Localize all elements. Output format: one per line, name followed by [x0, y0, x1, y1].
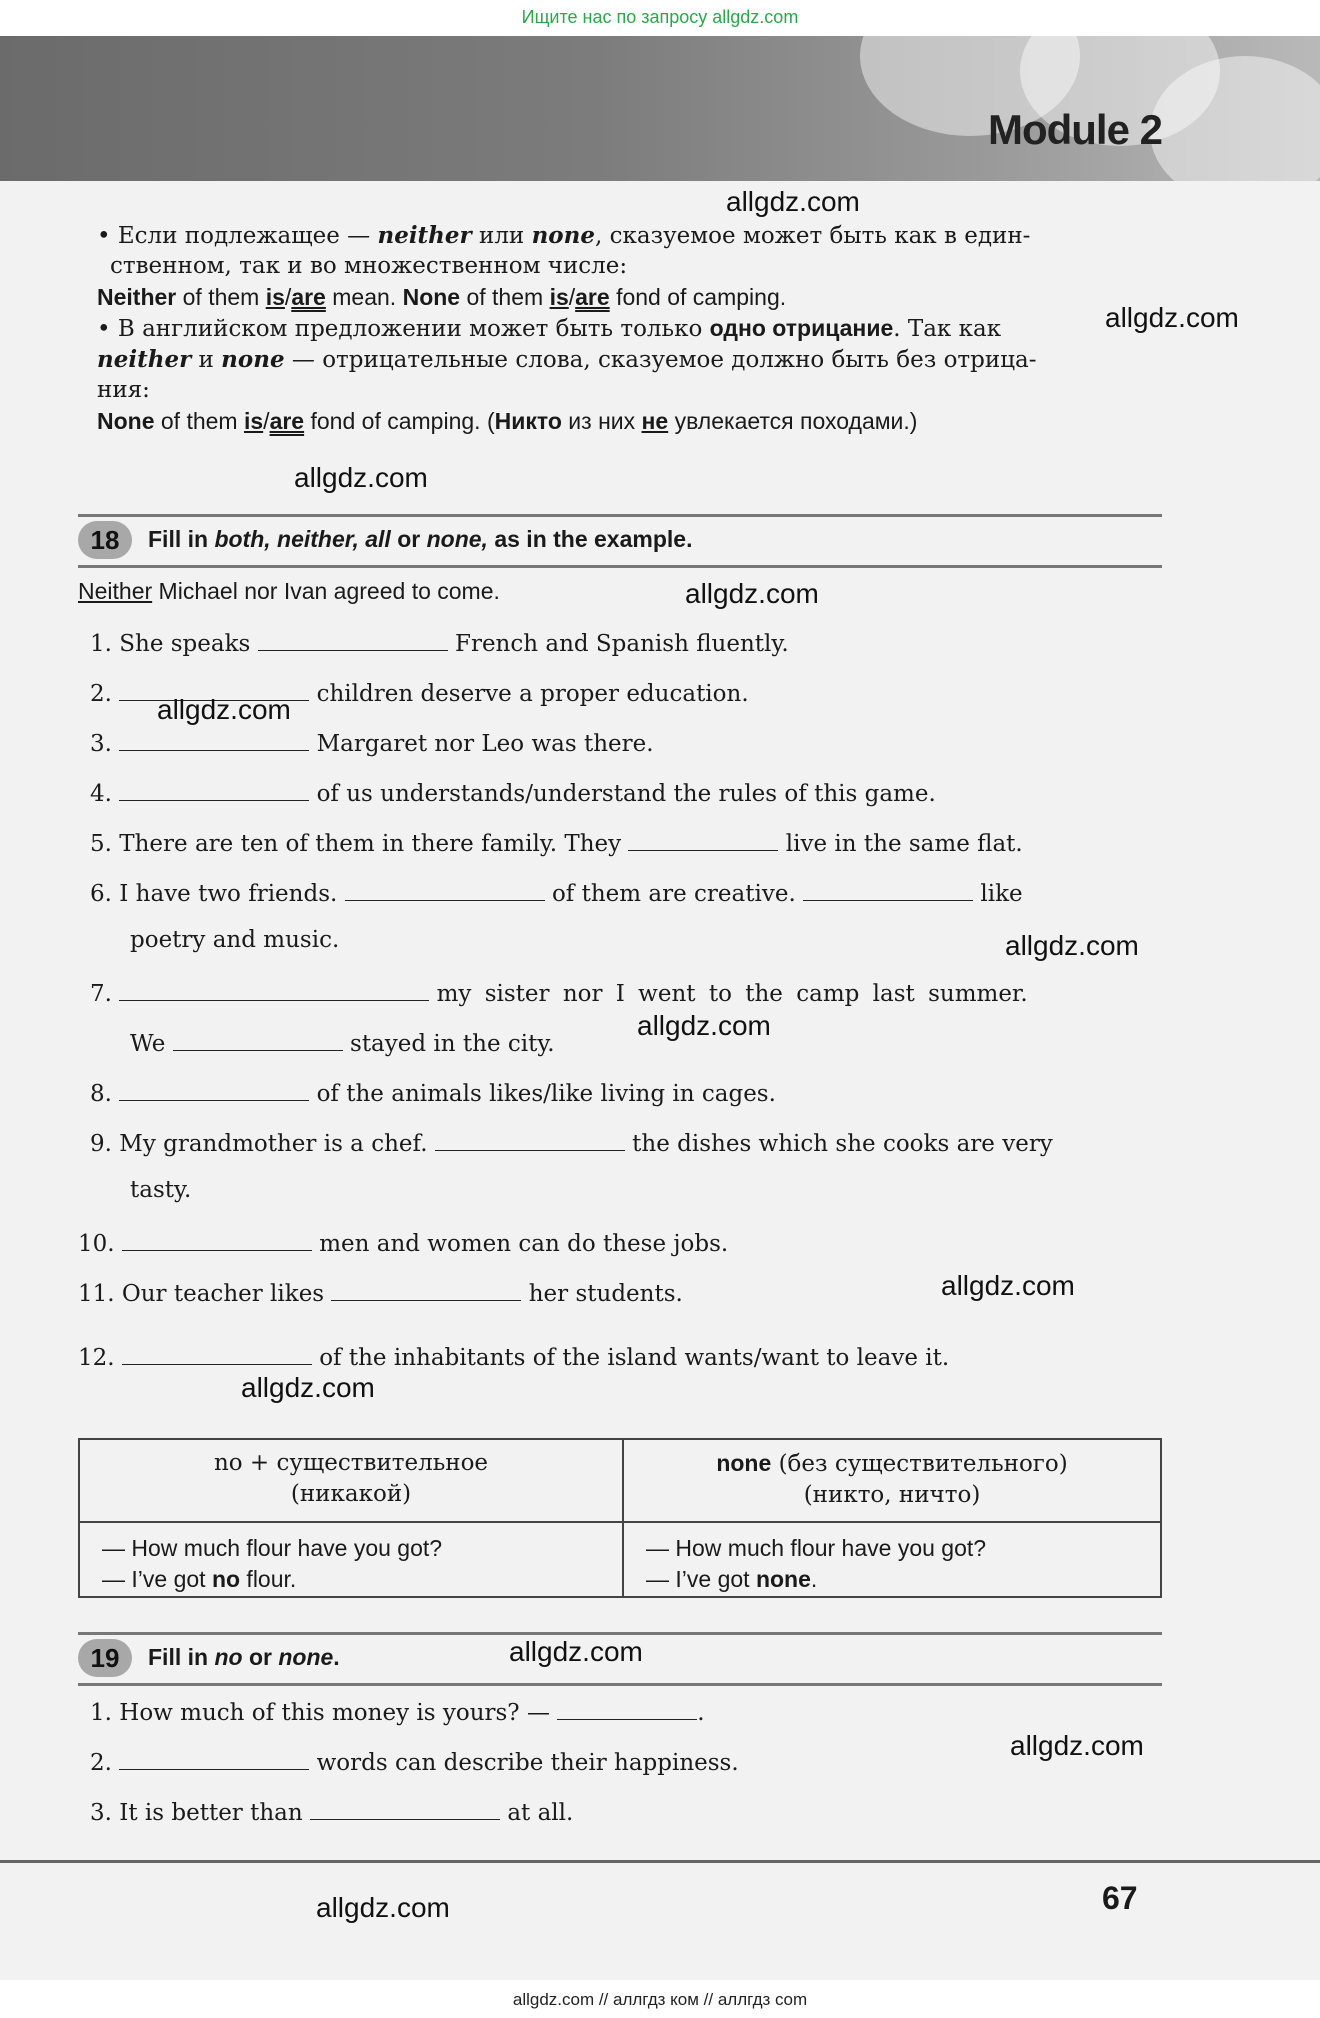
- answer-blank[interactable]: [119, 727, 309, 751]
- watermark: allgdz.com: [941, 1270, 1075, 1301]
- rule-2-line-3: ния:: [97, 377, 150, 403]
- watermark: allgdz.com: [241, 1372, 375, 1403]
- ex18-item-7: 7. my sister nor I went to the camp last summer.: [90, 977, 1028, 1007]
- watermark: allgdz.com: [685, 578, 819, 609]
- watermark: allgdz.com: [726, 186, 860, 217]
- answer-blank[interactable]: [345, 877, 545, 901]
- ex18-item-6-cont: poetry and music.: [130, 927, 340, 953]
- ex19-item-2: 2. words can describe their happiness.: [90, 1746, 739, 1776]
- table-header-no: no + существительное (никакой): [79, 1439, 623, 1522]
- answer-blank[interactable]: [435, 1127, 625, 1151]
- watermark: allgdz.com: [294, 462, 428, 493]
- rule-1-line-2: ственном, так и во множественном числе:: [110, 253, 628, 279]
- ex18-item-12: 12. of the inhabitants of the island wants/want to leave it.: [78, 1341, 949, 1371]
- watermark: allgdz.com: [1105, 302, 1239, 333]
- table-cell-none-example: — How much flour have you got? — I’ve got none.: [623, 1522, 1161, 1597]
- ex18-item-4: 4. of us understands/understand the rules of this game.: [90, 777, 936, 807]
- answer-blank[interactable]: [119, 1746, 309, 1770]
- watermark: allgdz.com: [1005, 930, 1139, 961]
- answer-blank[interactable]: [119, 1077, 309, 1101]
- watermark: allgdz.com: [509, 1636, 643, 1667]
- footer-links[interactable]: allgdz.com // аллгдз ком // аллгдз com: [512, 1990, 808, 2009]
- exercise-18-example: Neither Michael nor Ivan agreed to come.: [78, 578, 500, 604]
- answer-blank[interactable]: [173, 1027, 343, 1051]
- rule-1-line-1: • Если подлежащее — neither или none, сказуемое может быть как в един-: [97, 222, 1031, 249]
- watermark: allgdz.com: [157, 694, 291, 725]
- table-cell-no-example: — How much flour have you got? — I’ve got no flour.: [79, 1522, 623, 1597]
- ex18-item-7-cont: We stayed in the city.: [130, 1027, 555, 1057]
- exercise-18-title: Fill in both, neither, all or none, as in the example.: [148, 526, 693, 552]
- exercise-19-title: Fill in no or none.: [148, 1644, 340, 1670]
- bottom-divider: [0, 1860, 1320, 1863]
- search-hint-link[interactable]: Ищите нас по запросу allgdz.com: [521, 7, 799, 27]
- ex18-item-6: 6. I have two friends. of them are creative. like: [90, 877, 1023, 907]
- ex18-item-11: 11. Our teacher likes her students.: [78, 1277, 683, 1307]
- ex18-item-1: 1. She speaks French and Spanish fluently.: [90, 627, 789, 657]
- answer-blank[interactable]: [310, 1796, 500, 1820]
- answer-blank[interactable]: [119, 977, 429, 1001]
- watermark: allgdz.com: [637, 1010, 771, 1041]
- top-bar: [0, 0, 1320, 36]
- module-title: Module 2: [987, 106, 1162, 153]
- grammar-table: [78, 1438, 1162, 1598]
- ex18-item-8: 8. of the animals likes/like living in cages.: [90, 1077, 776, 1107]
- watermark: allgdz.com: [1010, 1730, 1144, 1761]
- answer-blank[interactable]: [122, 1227, 312, 1251]
- header-band: [0, 36, 1320, 181]
- table-header-none: none (без существительного) (никто, ничто): [623, 1439, 1161, 1522]
- watermark: allgdz.com: [316, 1892, 450, 1923]
- answer-blank[interactable]: [122, 1341, 312, 1365]
- rule-2-line-2: neither и none — отрицательные слова, сказуемое должно быть без отрица-: [97, 346, 1037, 373]
- exercise-number-badge: 18: [78, 521, 132, 559]
- ex19-item-3: 3. It is better than at all.: [90, 1796, 573, 1826]
- ex18-item-9-cont: tasty.: [130, 1177, 192, 1203]
- rule-2-example: None of them is/are fond of camping. (Никто из них не увлекается походами.): [97, 408, 918, 434]
- footer-bar: [0, 1980, 1320, 2018]
- rule-1-example: Neither of them is/are mean. None of them is/are fond of camping.: [97, 284, 787, 310]
- ex18-item-2: 2. children deserve a proper education.: [90, 677, 749, 707]
- answer-blank[interactable]: [331, 1277, 521, 1301]
- answer-blank[interactable]: [628, 827, 778, 851]
- ex18-item-3: 3. Margaret nor Leo was there.: [90, 727, 654, 757]
- rule-2-line-1: • В английском предложении может быть только одно отрицание. Так как: [97, 315, 1002, 342]
- ex18-item-9: 9. My grandmother is a chef. the dishes which she cooks are very: [90, 1127, 1053, 1157]
- answer-blank[interactable]: [803, 877, 973, 901]
- ex18-item-5: 5. There are ten of them in there family. They live in the same flat.: [90, 827, 1023, 857]
- ex19-item-1: 1. How much of this money is yours? — .: [90, 1696, 705, 1726]
- ex18-item-10: 10. men and women can do these jobs.: [78, 1227, 728, 1257]
- exercise-number-badge: 19: [78, 1639, 132, 1677]
- answer-blank[interactable]: [258, 627, 448, 651]
- answer-blank[interactable]: [119, 777, 309, 801]
- exercise-18-header: [78, 514, 1162, 568]
- page-number: 67: [1102, 1880, 1138, 1916]
- answer-blank[interactable]: [557, 1696, 697, 1720]
